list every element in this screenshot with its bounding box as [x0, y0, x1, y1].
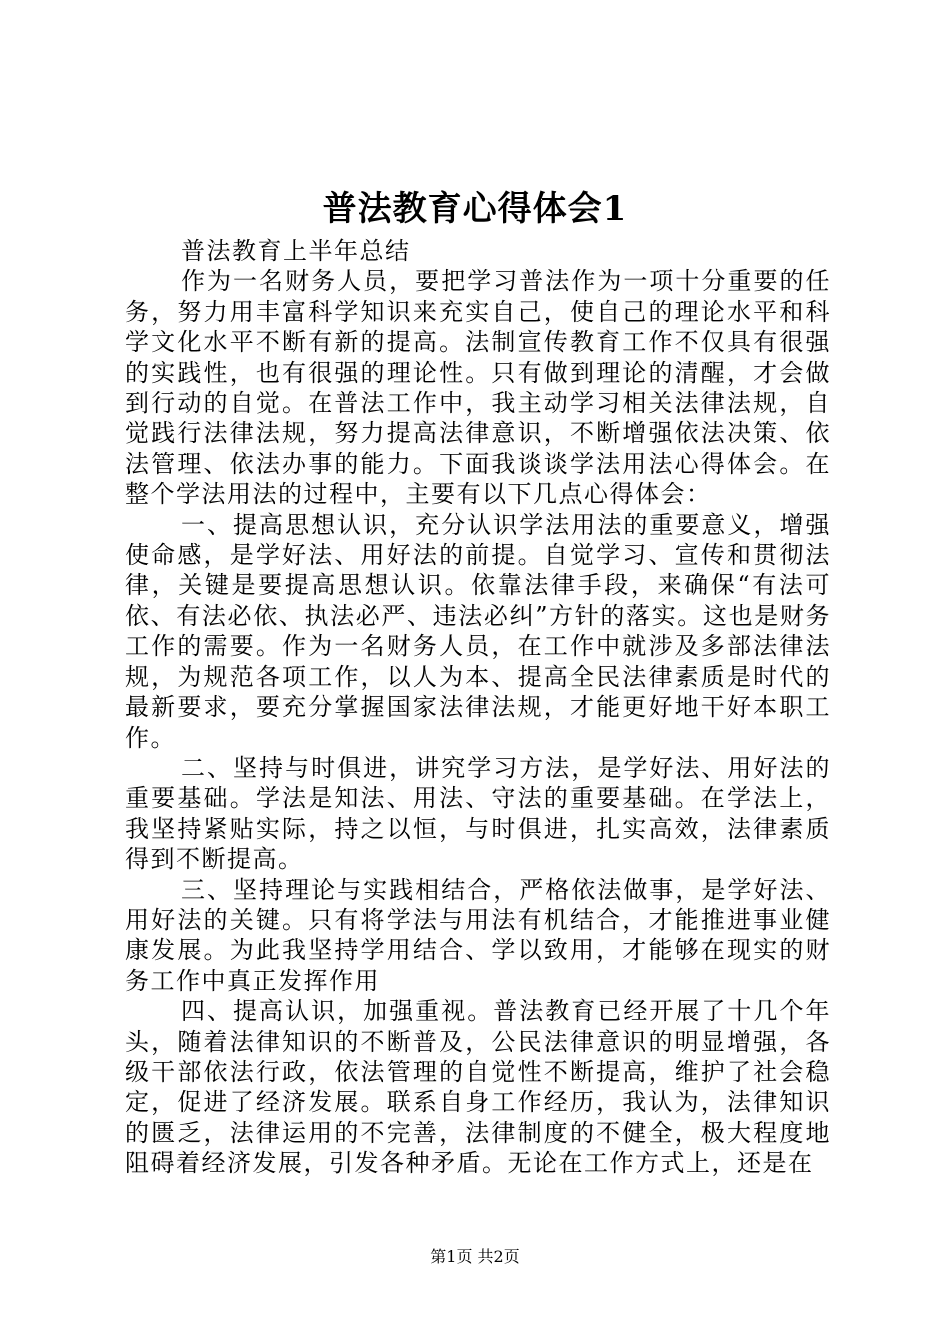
paragraph-point-2: 二、坚持与时俱进，讲究学习方法，是学好法、用好法的重要基础。学法是知法、用法、守法的重要基础。在学法上，我坚持紧贴实际，持之以恒，与时俱进，扎实高效，法律素质得到不断提高。	[125, 753, 831, 874]
page-footer: 第1页 共2页	[430, 1247, 520, 1266]
document-body	[125, 236, 831, 1179]
paragraph-intro: 作为一名财务人员，要把学习普法作为一项十分重要的任务，努力用丰富科学知识来充实自己，使自己的理论水平和科学文化水平不断有新的提高。法制宣传教育工作不仅具有很强的实践性，也有很强的理论性。只有做到理论的清醒，才会做到行动的自觉。在普法工作中，我主动学习相关法律法规，自觉践行法律法规，努力提高法律意识，不断增强依法决策、依法管理、依法办事的能力。下面我谈谈学法用法心得体会。在整个学法用法的过程中，主要有以下几点心得体会：	[125, 267, 831, 509]
paragraph-subtitle: 普法教育上半年总结	[181, 237, 411, 265]
paragraph-point-4: 四、提高认识，加强重视。普法教育已经开展了十几个年头，随着法律知识的不断普及，公民法律意识的明显增强，各级干部依法行政，依法管理的自觉性不断提高，维护了社会稳定，促进了经济发展。联系自身工作经历，我认为，法律知识的匮乏，法律运用的不完善，法律制度的不健全，极大程度地阻碍着经济发展，引发各种矛盾。无论在工作方式上，还是在	[125, 997, 831, 1178]
paragraph-point-3: 三、坚持理论与实践相结合，严格依法做事，是学好法、用好法的关键。只有将学法与用法有机结合，才能推进事业健康发展。为此我坚持学用结合、学以致用，才能够在现实的财务工作中真正发挥作用	[125, 875, 831, 995]
paragraph-point-1: 一、提高思想认识，充分认识学法用法的重要意义，增强使命感，是学好法、用好法的前提。自觉学习、宣传和贯彻法律，关键是要提高思想认识。依靠法律手段，来确保“有法可依、有法必依、执法必严、违法必纠”方针的落实。这也是财务工作的需要。作为一名财务人员，在工作中就涉及多部法律法规，为规范各项工作，以人为本、提高全民法律素质是时代的最新要求，要充分掌握国家法律法规，才能更好地干好本职工作。	[125, 510, 831, 752]
document-title: 普法教育心得体会1	[322, 189, 628, 229]
